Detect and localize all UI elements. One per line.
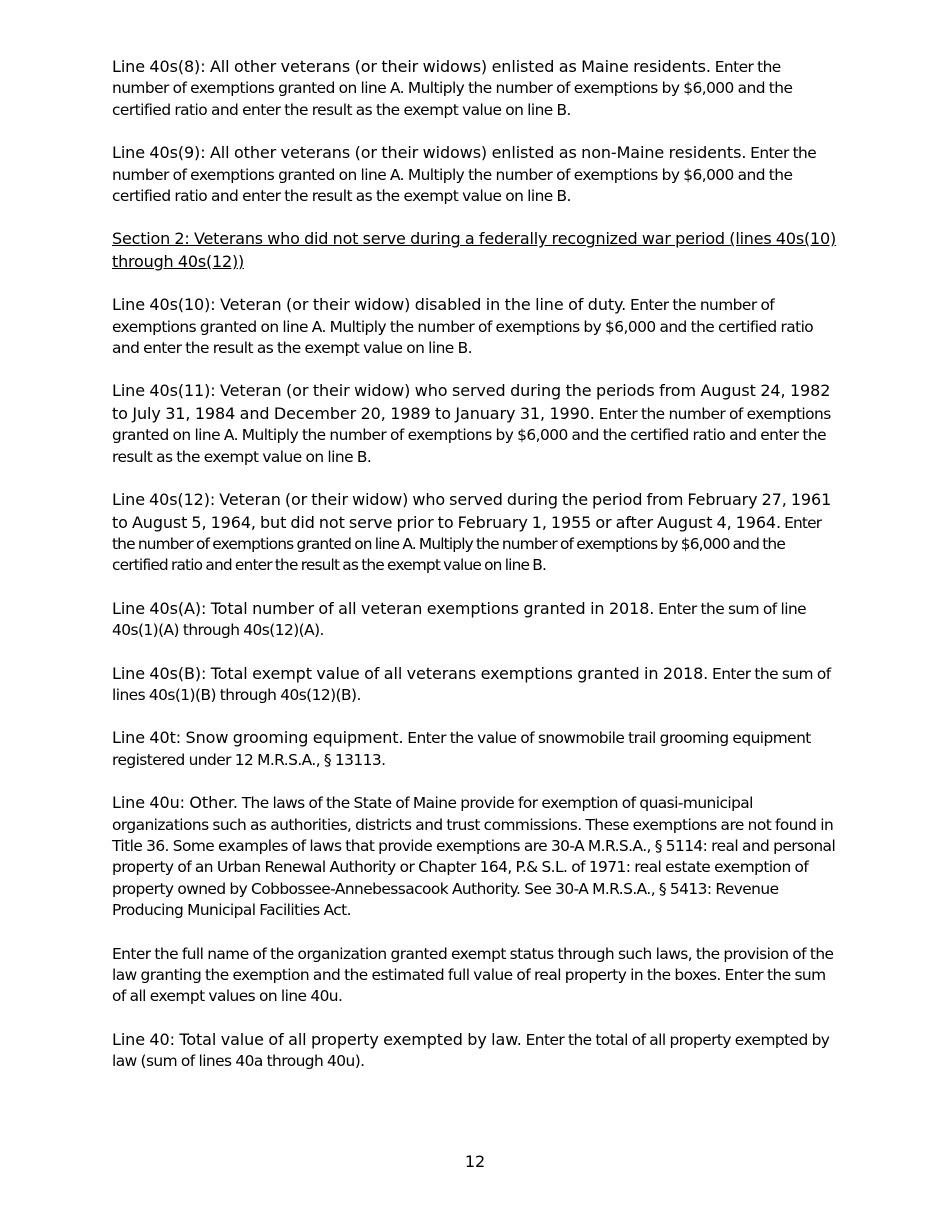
paragraph-line-40 — [112, 1029, 838, 1073]
line-label: Line 40s(12): Veteran (or their widow) who served during the period from February 27, 1961 to August 5, 1964, but did not serve prior to February 1, 1955 or after August 4, 1964. — [112, 490, 832, 532]
document-body — [112, 56, 838, 1094]
line-instruction: The laws of the State of Maine provide for exemption of quasi-municipal organizations such as authorities, districts and trust commissions. These exemptions are not found in Title 36. Some examples of laws that provide exemptions are 30-A M.R.S.A., § 5114: real and personal property of an Urban Renewal Authority or Chapter 164, P.& S.L. of 1971: real estate exemption of property owned by Cobbossee-Annebessacook Authority. See 30-A M.R.S.A., § 5413: Revenue Producing Municipal Facilities Act. — [112, 794, 836, 920]
line-label: Line 40u: Other. — [112, 793, 238, 813]
line-instruction: Enter the number of exemptions granted on line A. Multiply the number of exemptions by $6,000 and the certified ratio and enter the result as the exempt value on line B. — [112, 404, 831, 466]
section-2-heading — [112, 228, 838, 273]
line-label: Line 40t: Snow grooming equipment. — [112, 728, 404, 748]
line-label: Line 40: Total value of all property exempted by law. — [112, 1029, 522, 1049]
line-label: Line 40s(8): All other veterans (or their widows) enlisted as Maine residents. — [112, 57, 711, 76]
line-instruction: Enter the number of exemptions granted on line A. Multiply the number of exemptions by $6,000 and the certified ratio and enter the result as the exempt value on line B. — [112, 58, 793, 119]
section-heading-text: Section 2: Veterans who did not serve during a federally recognized war period (lines 40s(10) through 40s(12)) — [112, 229, 837, 271]
line-instruction: Enter the number of exemptions granted on line A. Multiply the number of exemptions by $6,000 and the certified ratio and enter the result as the exempt value on line B. — [112, 144, 817, 206]
line-label: Line 40s(A): Total number of all veteran exemptions granted in 2018. — [112, 598, 655, 618]
line-instruction: Enter the number of exemptions granted on line A. Multiply the number of exemptions by $6,000 and the certified ratio and enter the result as the exempt value on line B. — [112, 296, 814, 358]
line-label: Line 40s(B): Total exempt value of all veterans exemptions granted in 2018. — [112, 663, 709, 683]
paragraph-line-40s9 — [112, 142, 838, 207]
line-label: Line 40s(9): All other veterans (or their widows) enlisted as non-Maine residents. — [112, 143, 747, 163]
paragraph-line-40t — [112, 727, 838, 771]
line-instruction: Enter the total of all property exempted by law (sum of lines 40a through 40u). — [112, 1030, 830, 1071]
line-instruction: Enter the sum of lines 40s(1)(B) through 40s(12)(B). — [112, 664, 831, 704]
paragraph-line-40u-instructions — [112, 943, 838, 1008]
line-instruction: Enter the sum of line 40s(1)(A) through 40s(12)(A). — [112, 599, 807, 640]
paragraph-line-40s12 — [112, 489, 838, 577]
line-label: Line 40s(10): Veteran (or their widow) disabled in the line of duty. — [112, 295, 627, 315]
paragraph-line-40s11 — [112, 380, 838, 468]
line-instruction: Enter the number of exemptions granted on line A. Multiply the number of exemptions by $6,000 and the certified ratio and enter the result as the exempt value on line B. — [112, 513, 822, 575]
paragraph-line-40sB — [112, 663, 838, 707]
paragraph-line-40sA — [112, 598, 838, 642]
line-instruction: Enter the full name of the organization granted exempt status through such laws, the provision of the law granting the exemption and the estimated full value of real property in the boxes. Enter the sum of all exempt values on line 40u. — [112, 944, 834, 1006]
paragraph-line-40s10 — [112, 294, 838, 359]
page-number: 12 — [464, 1152, 486, 1171]
paragraph-line-40s8 — [112, 56, 838, 121]
line-instruction: Enter the value of snowmobile trail grooming equipment registered under 12 M.R.S.A., § 13113. — [112, 729, 811, 769]
paragraph-line-40u — [112, 792, 838, 921]
line-label: Line 40s(11): Veteran (or their widow) who served during the periods from August 24, 1982 to July 31, 1984 and December 20, 1989 to January 31, 1990. — [112, 381, 831, 423]
